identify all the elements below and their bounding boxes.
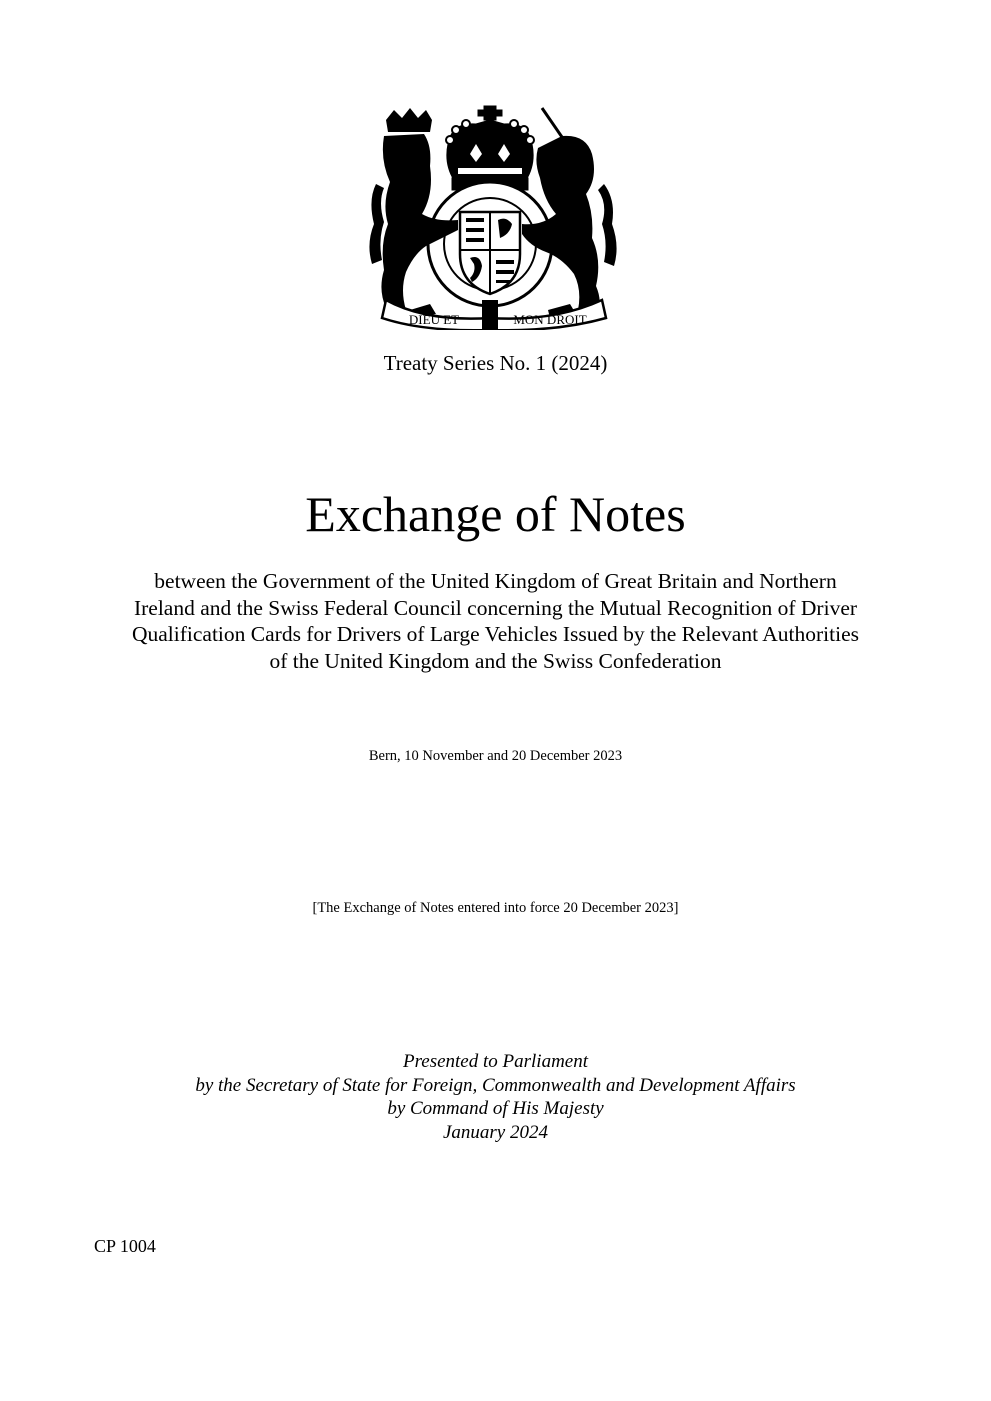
royal-coat-of-arms-icon (366, 104, 622, 330)
presented-line: by Command of His Majesty (387, 1098, 604, 1119)
subtitle-line: of the United Kingdom and the Swiss Confederation (269, 648, 722, 673)
presented-line: Presented to Parliament (402, 1051, 589, 1072)
subtitle-line: Qualification Cards for Drivers of Large Vehicles Issued by the Relevant Authorities (131, 622, 860, 646)
entry-into-force-note: [The Exchange of Notes entered into force 20 December 2023] (312, 900, 679, 916)
command-paper-number: CP 1004 (94, 1236, 156, 1256)
presented-line: by the Secretary of State for Foreign, Commonwealth and Development Affairs (195, 1074, 796, 1096)
place-and-date: Bern, 10 November and 20 December 2023 (368, 748, 623, 764)
subtitle-line: Ireland and the Swiss Federal Council concerning the Mutual Recognition of Driver (133, 595, 858, 620)
document-subtitle (60, 568, 931, 674)
subtitle-line: between the Government of the United Kingdom of Great Britain and Northern (154, 569, 837, 593)
treaty-series-number: Treaty Series No. 1 (2024) (383, 351, 608, 375)
presentation-statement (0, 1050, 991, 1144)
presented-line: January 2024 (442, 1121, 548, 1143)
svg-text:DIEU ET: DIEU ET (408, 312, 460, 327)
svg-text:MON DROIT: MON DROIT (513, 312, 587, 327)
document-title: Exchange of Notes (305, 486, 686, 542)
